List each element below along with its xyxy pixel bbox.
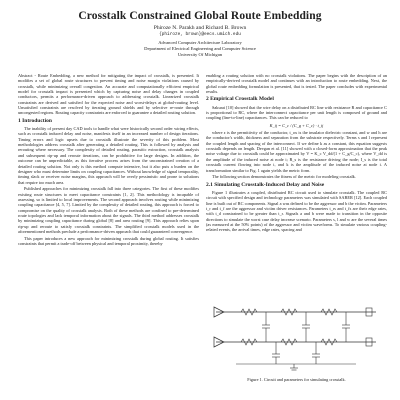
affiliation-univ: University Of Michigan: [177, 52, 223, 57]
affiliation: [0, 40, 400, 58]
circuit-diagram: [206, 290, 387, 374]
model-paragraph: where ε is the permittivity of the conductor, t_ox is the insulator dielectric constant, and w and h are the conductor's width, thickness and separation from the substrate respectively. Terms s and l represent the coupled length and spacing of the interconnect. If we define k as a constant, this equation suggests crosstalk depends on length. Devgan et al. [11] showed with a closed-form approximation that the peak noise voltage due to crosstalk could be approximated by V = K_c V_dd/(1 + C_g/C_c), where V_dd is the amplitude of the induced noise at node i; R_s is the resistance driving the node; I_s is the total crosstalk current flowing into node i, and k is the amplitude of the induced noise at node i. A transformation similar to Fig. 1 again yields the metric form.: [206, 130, 387, 173]
author-names: Phiroze N. Parakh and Richard B. Brown: [153, 25, 247, 31]
affiliation-lab: Advanced Computer Architecture Laboratory: [158, 40, 242, 45]
affiliation-dept: Department of Electrical Engineering and Computer Science: [144, 46, 256, 51]
section-heading-simulation: 2.1 Simulating Crosstalk-Induced Delay and Noise: [206, 181, 325, 188]
intro-paragraph: This paper introduces a new approach for minimizing crosstalk during global routing. It satisfies constraints that permit a trade-off between physical and temporal proximity, thereby: [18, 235, 199, 247]
intro-paragraph: Published approaches for minimizing crosstalk fall into three categories. The first of these modifies existing route structures to meet capacitance constraints [1, 2]. This methodology is incapable of assessing, so is limited to local improvements. The second approach involves routing while minimizing coupling capacitance [4, 5, 7]. Limited by the complexity of detailed routing, this approach is forced to compromise on the quality of crosstalk analysis. Both of these methods are confined to pre-determined route topologies and lack temporal information about the signals. The third method addresses crosstalk by minimizing coupling capacitance during global [8] and area routing [9]. This approach relies upon rip-up and reroute to satisfy crosstalk constraints. The simplified crosstalk models used in the aforementioned methods preclude a performance-driven approach that could guaranteed convergence.: [18, 186, 199, 235]
paper-title: Crosstalk Constrained Global Route Embedding: [78, 10, 322, 22]
author-emails: {phiroze, brown}@eecs.umich.edu: [159, 32, 241, 37]
equation: K_ij = C_c / (C_g + C_c) · t_ij: [269, 122, 324, 128]
right-column: [206, 73, 387, 234]
circuit-figure: [206, 290, 387, 374]
simulation-paragraph: Figure 1 illustrates a coupled, distributed RC circuit used to simulate crosstalk. The coupled RC circuit with specified design and technology parameters was simulated with SABER [12]. Each coupled line is built out of RC components. Signal a was defined to be the aggressor and b the victim. Parameters t_r and t_f are the aggressor and victim driver resistances. Parameters t_rs and t_fs are their edge rates, with t_d constrained to be greater than t_r. Signals a and b were made to transition in the opposite directions to simulate the worst case delay increase scenario. Parameters s, l and w are the several times (as measured at the 50% points) of the aggressor and victim waveforms. To simulate various coupling-related events, the arrival times, edge rates, spacing and: [206, 190, 387, 233]
section-heading-introduction: 1 Introduction: [18, 117, 52, 124]
model-paragraph: Sakurai [10] showed that the wire delay on a distributed RC line with resistance R and capacitance C is proportional to RC, where the interconnect capacitance per unit length is composed of ground and coupling (line-to-line) capacitances. This can be reduced to: [206, 104, 387, 121]
abstract: Abstract - Route Embedding, a new method for mitigating the impact of crosstalk, is presented. It modifies a set of global route structures to prevent timing and noise margin violations caused by crosstalk, while minimizing overall congestion. An accurate and computationally efficient empirical model for crosstalk impact is presented which by capturing noise and delay changes in coupled conductors, permits a performance-driven approach to addressing crosstalk. Linearized crosstalk constraints are derived and satisfied for the expected noise and worst-delays at global-routing level. Unsatisfied constraints are resolved by iterating ground shields and by selective re-route through uncongested regions. Routing capacity constraints are enforced to guarantee a detailed routing solution.: [18, 73, 199, 116]
intro-paragraph: The inability of present day CAD tools to handle what were historically second order wiring effects, such as crosstalk induced delay and noise, manifests itself in an increased number of design iterations. Timing errors and logic upsets due to crosstalk illustrate the severity of this problem. Most methodologies address crosstalk after generating a detailed routing. This is followed by analysis and rerouting where necessary. The complexity of detailed routing, parasitic extraction, crosstalk analysis and subsequent rip-up and reroute iterations, can be prohibitive for large designs. In addition, the outcome can be unpredictable, as this iterative process arises from the unconstrained creation of a detailed routing solution. Not only is this method compute intensive, but it also puts a burden on the designer who must determine limits on coupling capacitances. Without knowledge of signal temporality, timing slack or receiver noise margins, this approach will be overly pessimistic and prone to solutions that require too much area.: [18, 126, 199, 185]
model-paragraph: The following section demonstrates the fitness of the metric for modeling crosstalk.: [212, 174, 356, 180]
left-column: [18, 73, 199, 248]
figure-caption: Figure 1. Circuit and parameters for simulating crosstalk.: [247, 377, 346, 382]
intro-continued: enabling a routing solution with no crosstalk violations. The paper begins with the description of an empirically-derived crosstalk model and continues with an introduction to route embedding. Next, the global route embedding formulation is presented, that is tested. The paper concludes with experimental results.: [206, 73, 387, 95]
section-heading-model: 2 Empirical Crosstalk Model: [206, 96, 274, 103]
